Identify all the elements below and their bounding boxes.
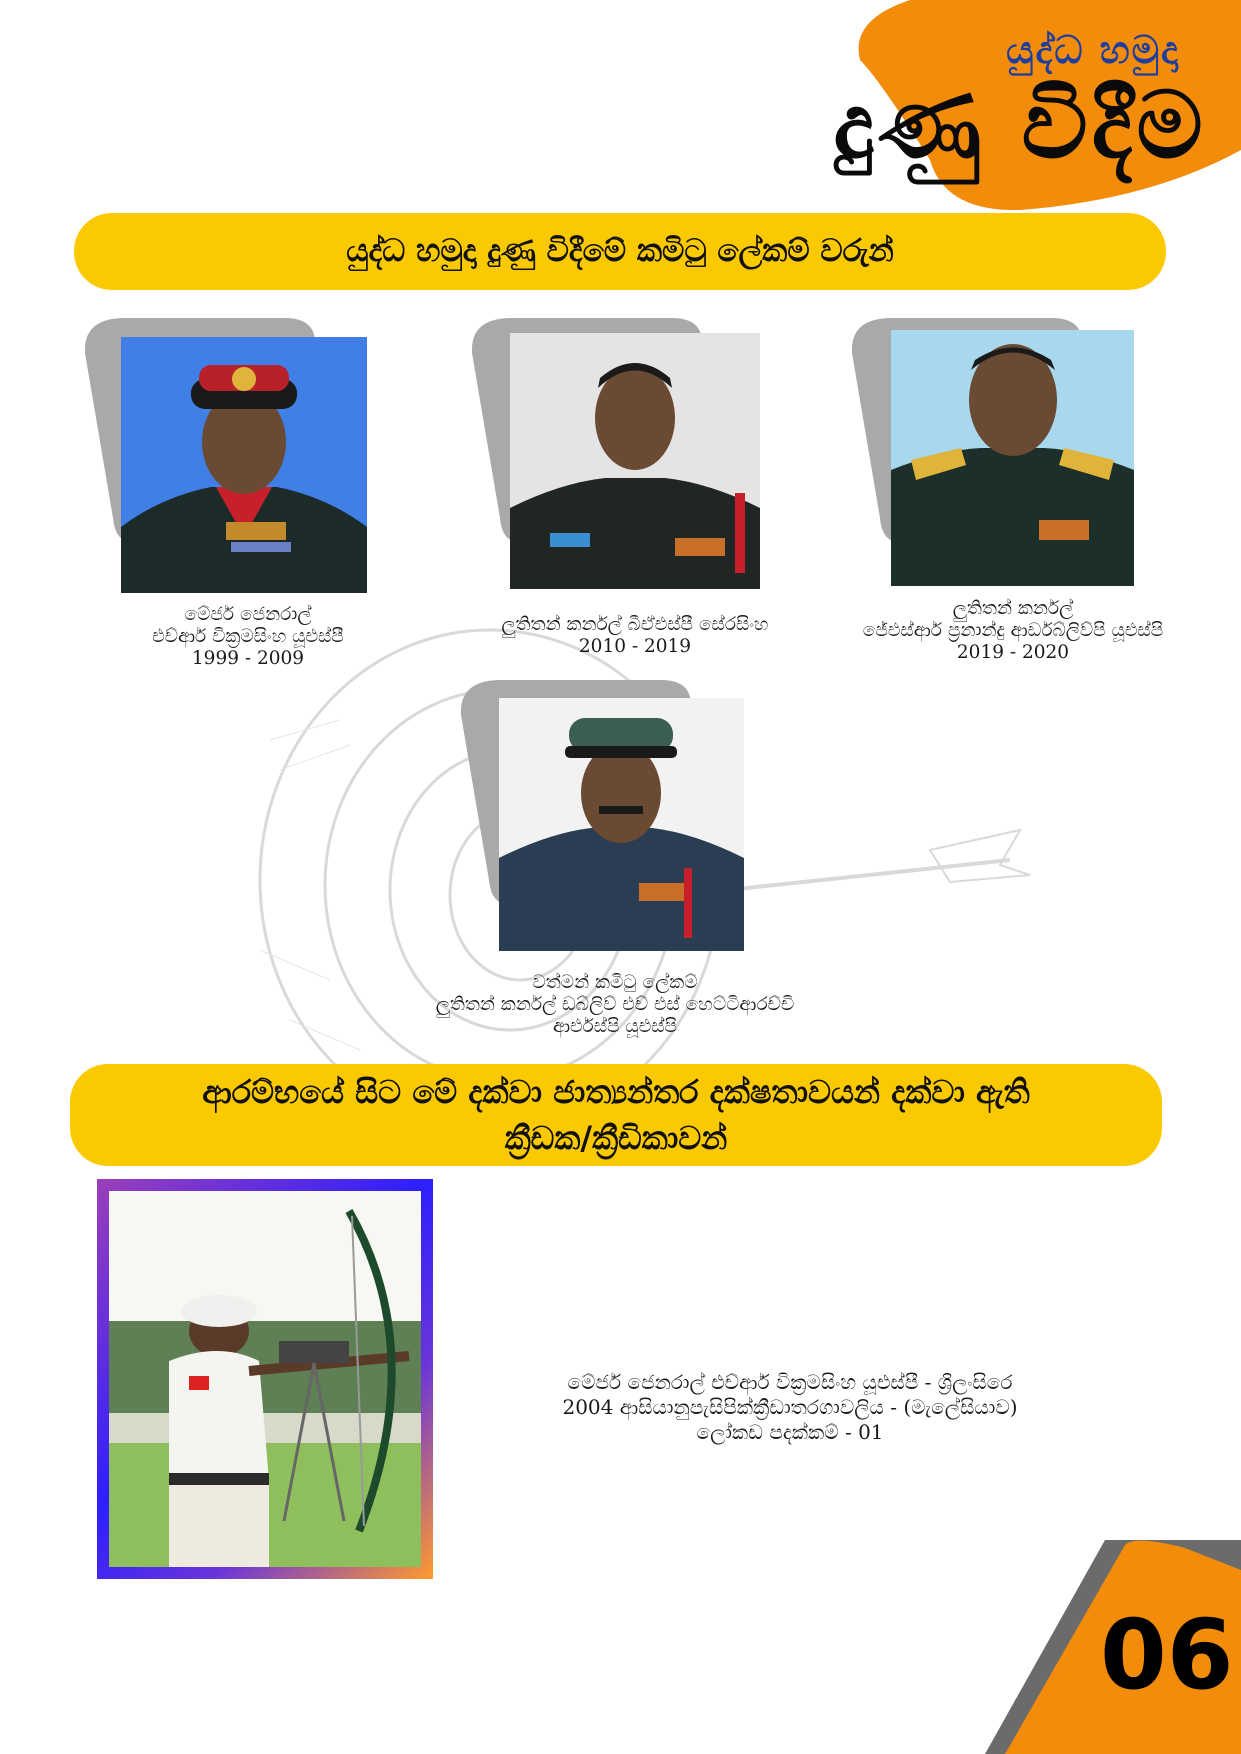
caption-line: එච්ආර් වික්‍රමසිංහ යූඑස්පී xyxy=(152,626,344,647)
caption-line: වත්මන් කමිටු ලේකම් xyxy=(532,972,698,993)
section-heading-text: යුද්ධ හමුදා දුණු විදීමේ කමිටු ලේකම් වරුන් xyxy=(346,233,894,269)
section-heading-athletes xyxy=(70,1064,1162,1166)
caption-line: ලුතිතන් කර්නල් බීඒඑස්පී සේරසිංහ xyxy=(501,614,769,635)
caption-line: ජේඑස්ආර් ප්‍රනාන්දු ආර්ඩබ්ලිව්පි යූඑස්පි xyxy=(862,620,1164,641)
caption-line: ලුතිතන් කර්නල් ඩබ්ලිව් එච් එස් හෙට්ටිආරච්චි xyxy=(435,994,795,1015)
officer-caption-3 xyxy=(830,598,1196,664)
section-heading-committee xyxy=(74,213,1166,290)
caption-line: මේජර් ජෙනරාල් xyxy=(184,604,312,625)
officer-caption-4 xyxy=(400,972,830,1038)
caption-line: ආර්එස්පි යූඑස්පි xyxy=(552,1016,678,1037)
caption-line: ලෝකඩ පදක්කම් - 01 xyxy=(696,1420,884,1444)
page-number: 06 xyxy=(1100,1599,1234,1711)
caption-line: 2004 ආසියානුපැසිපික්ක්‍රීඩාතරගාවලිය - (මැලේසියාව) xyxy=(562,1395,1018,1419)
caption-line: මේජර් ජෙනරාල් එච්ආර් වික්‍රමසිංහ යූඑස්පී - ශ්‍රිලංසිරෙ xyxy=(567,1370,1013,1394)
officer-caption-1 xyxy=(91,604,405,670)
archer-photo-image xyxy=(109,1191,421,1567)
caption-line: 2019 - 2020 xyxy=(956,642,1070,663)
officer-photo-4 xyxy=(499,698,744,951)
caption-line: ලුතිතන් කර්නල් xyxy=(952,598,1074,619)
officer-photo-3 xyxy=(891,330,1134,586)
caption-line: 1999 - 2009 xyxy=(191,648,305,669)
achievement-caption xyxy=(500,1370,1080,1445)
archer-photo xyxy=(109,1191,421,1567)
caption-line: 2010 - 2019 xyxy=(578,636,692,657)
header-subtitle: යුද්ධ හමුදා xyxy=(1006,28,1180,72)
officer-photo-1 xyxy=(121,337,367,593)
officer-caption-2 xyxy=(470,614,800,658)
archer-photo-frame xyxy=(97,1179,433,1579)
header-title: දුණු විදීම xyxy=(833,72,1207,179)
officer-photo-2 xyxy=(510,333,760,589)
section-heading-text: ආරම්භයේ සිට මේ දක්වා ජාත්‍යන්තර දක්ෂතාවයන් දක්වා ඇති ක්‍රීඩක/ක්‍රීඩිකාවන් xyxy=(202,1073,1030,1157)
